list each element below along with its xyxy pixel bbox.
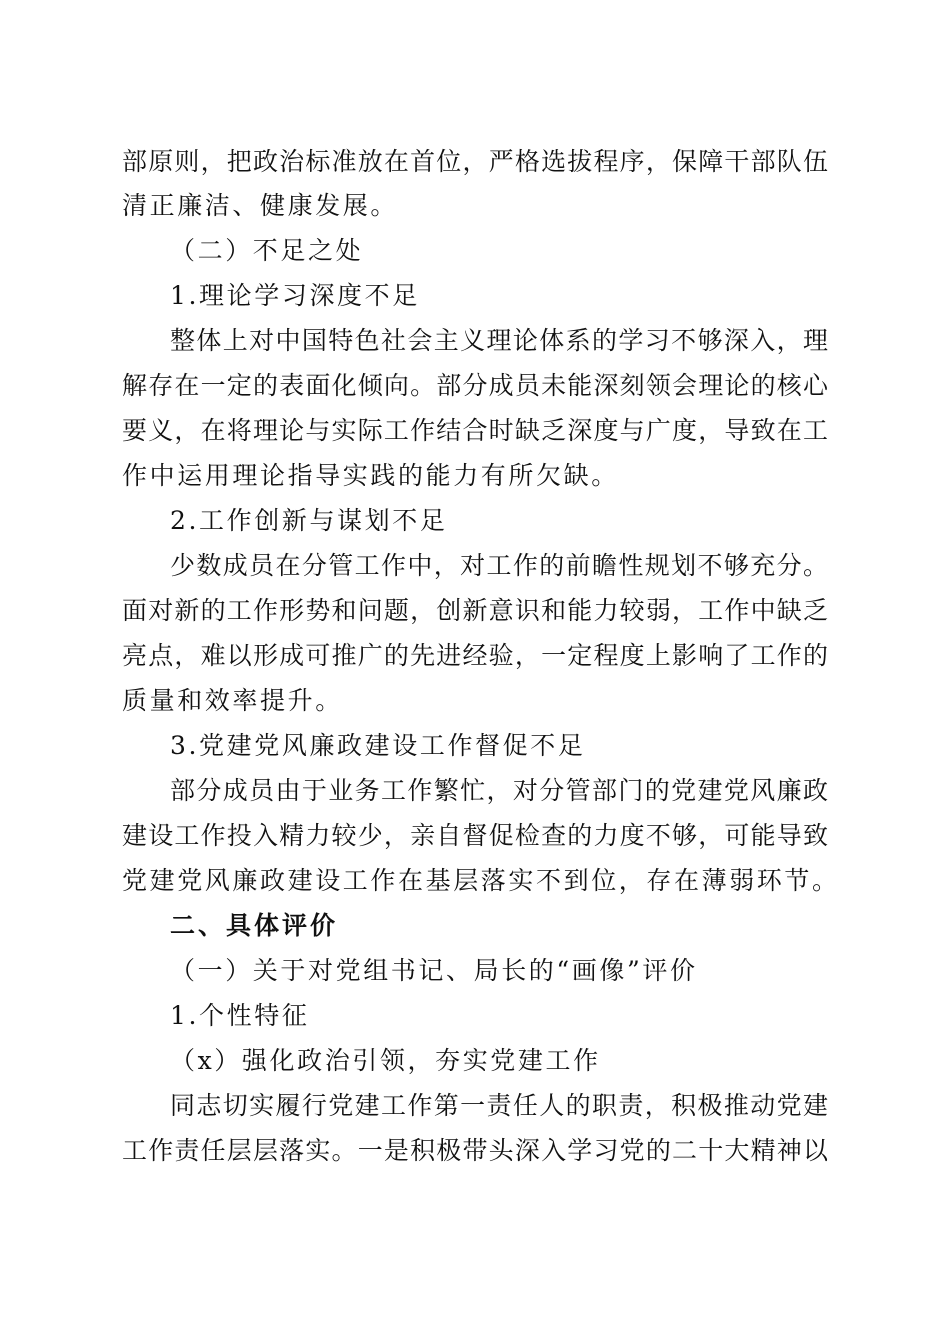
subheading-personality: 1.个性特征 bbox=[170, 1001, 310, 1030]
subheading-party-building: 3.党建党风廉政建设工作督促不足 bbox=[170, 731, 586, 760]
text-line-5: 整体上对中国特色社会主义理论体系的学习不够深入，理 bbox=[170, 326, 828, 355]
subheading-secretary-portrait: （一）关于对党组书记、局长的“画像”评价 bbox=[170, 956, 698, 985]
text-line-16: 建设工作投入精力较少，亲自督促检查的力度不够，可能导致 bbox=[122, 821, 828, 850]
subheading-political-guidance: （x）强化政治引领，夯实党建工作 bbox=[170, 1046, 601, 1075]
text-line-13: 质量和效率提升。 bbox=[122, 686, 343, 715]
subheading-innovation: 2.工作创新与谋划不足 bbox=[170, 506, 448, 535]
text-line-12: 亮点，难以形成可推广的先进经验，一定程度上影响了工作的 bbox=[122, 641, 828, 670]
text-line-23: 工作责任层层落实。一是积极带头深入学习党的二十大精神以 bbox=[122, 1136, 828, 1165]
text-line-8: 作中运用理论指导实践的能力有所欠缺。 bbox=[122, 461, 619, 490]
section-heading-shortcomings: （二）不足之处 bbox=[170, 236, 364, 265]
text-line-2: 清正廉洁、健康发展。 bbox=[122, 191, 399, 220]
text-line-10: 少数成员在分管工作中，对工作的前瞻性规划不够充分。 bbox=[170, 551, 828, 580]
text-line-6: 解存在一定的表面化倾向。部分成员未能深刻领会理论的核心 bbox=[122, 371, 828, 400]
text-line-15: 部分成员由于业务工作繁忙，对分管部门的党建党风廉政 bbox=[170, 776, 828, 805]
text-line-11: 面对新的工作形势和问题，创新意识和能力较弱，工作中缺乏 bbox=[122, 596, 828, 625]
text-line-17: 党建党风廉政建设工作在基层落实不到位，存在薄弱环节。 bbox=[122, 866, 840, 895]
text-line-22: 同志切实履行党建工作第一责任人的职责，积极推动党建 bbox=[170, 1091, 828, 1120]
section-heading-evaluation: 二、具体评价 bbox=[170, 911, 339, 940]
subheading-theory-study: 1.理论学习深度不足 bbox=[170, 281, 420, 310]
text-line-1: 部原则，把政治标准放在首位，严格选拔程序，保障干部队伍 bbox=[122, 147, 828, 176]
text-line-7: 要义，在将理论与实际工作结合时缺乏深度与广度，导致在工 bbox=[122, 416, 828, 445]
